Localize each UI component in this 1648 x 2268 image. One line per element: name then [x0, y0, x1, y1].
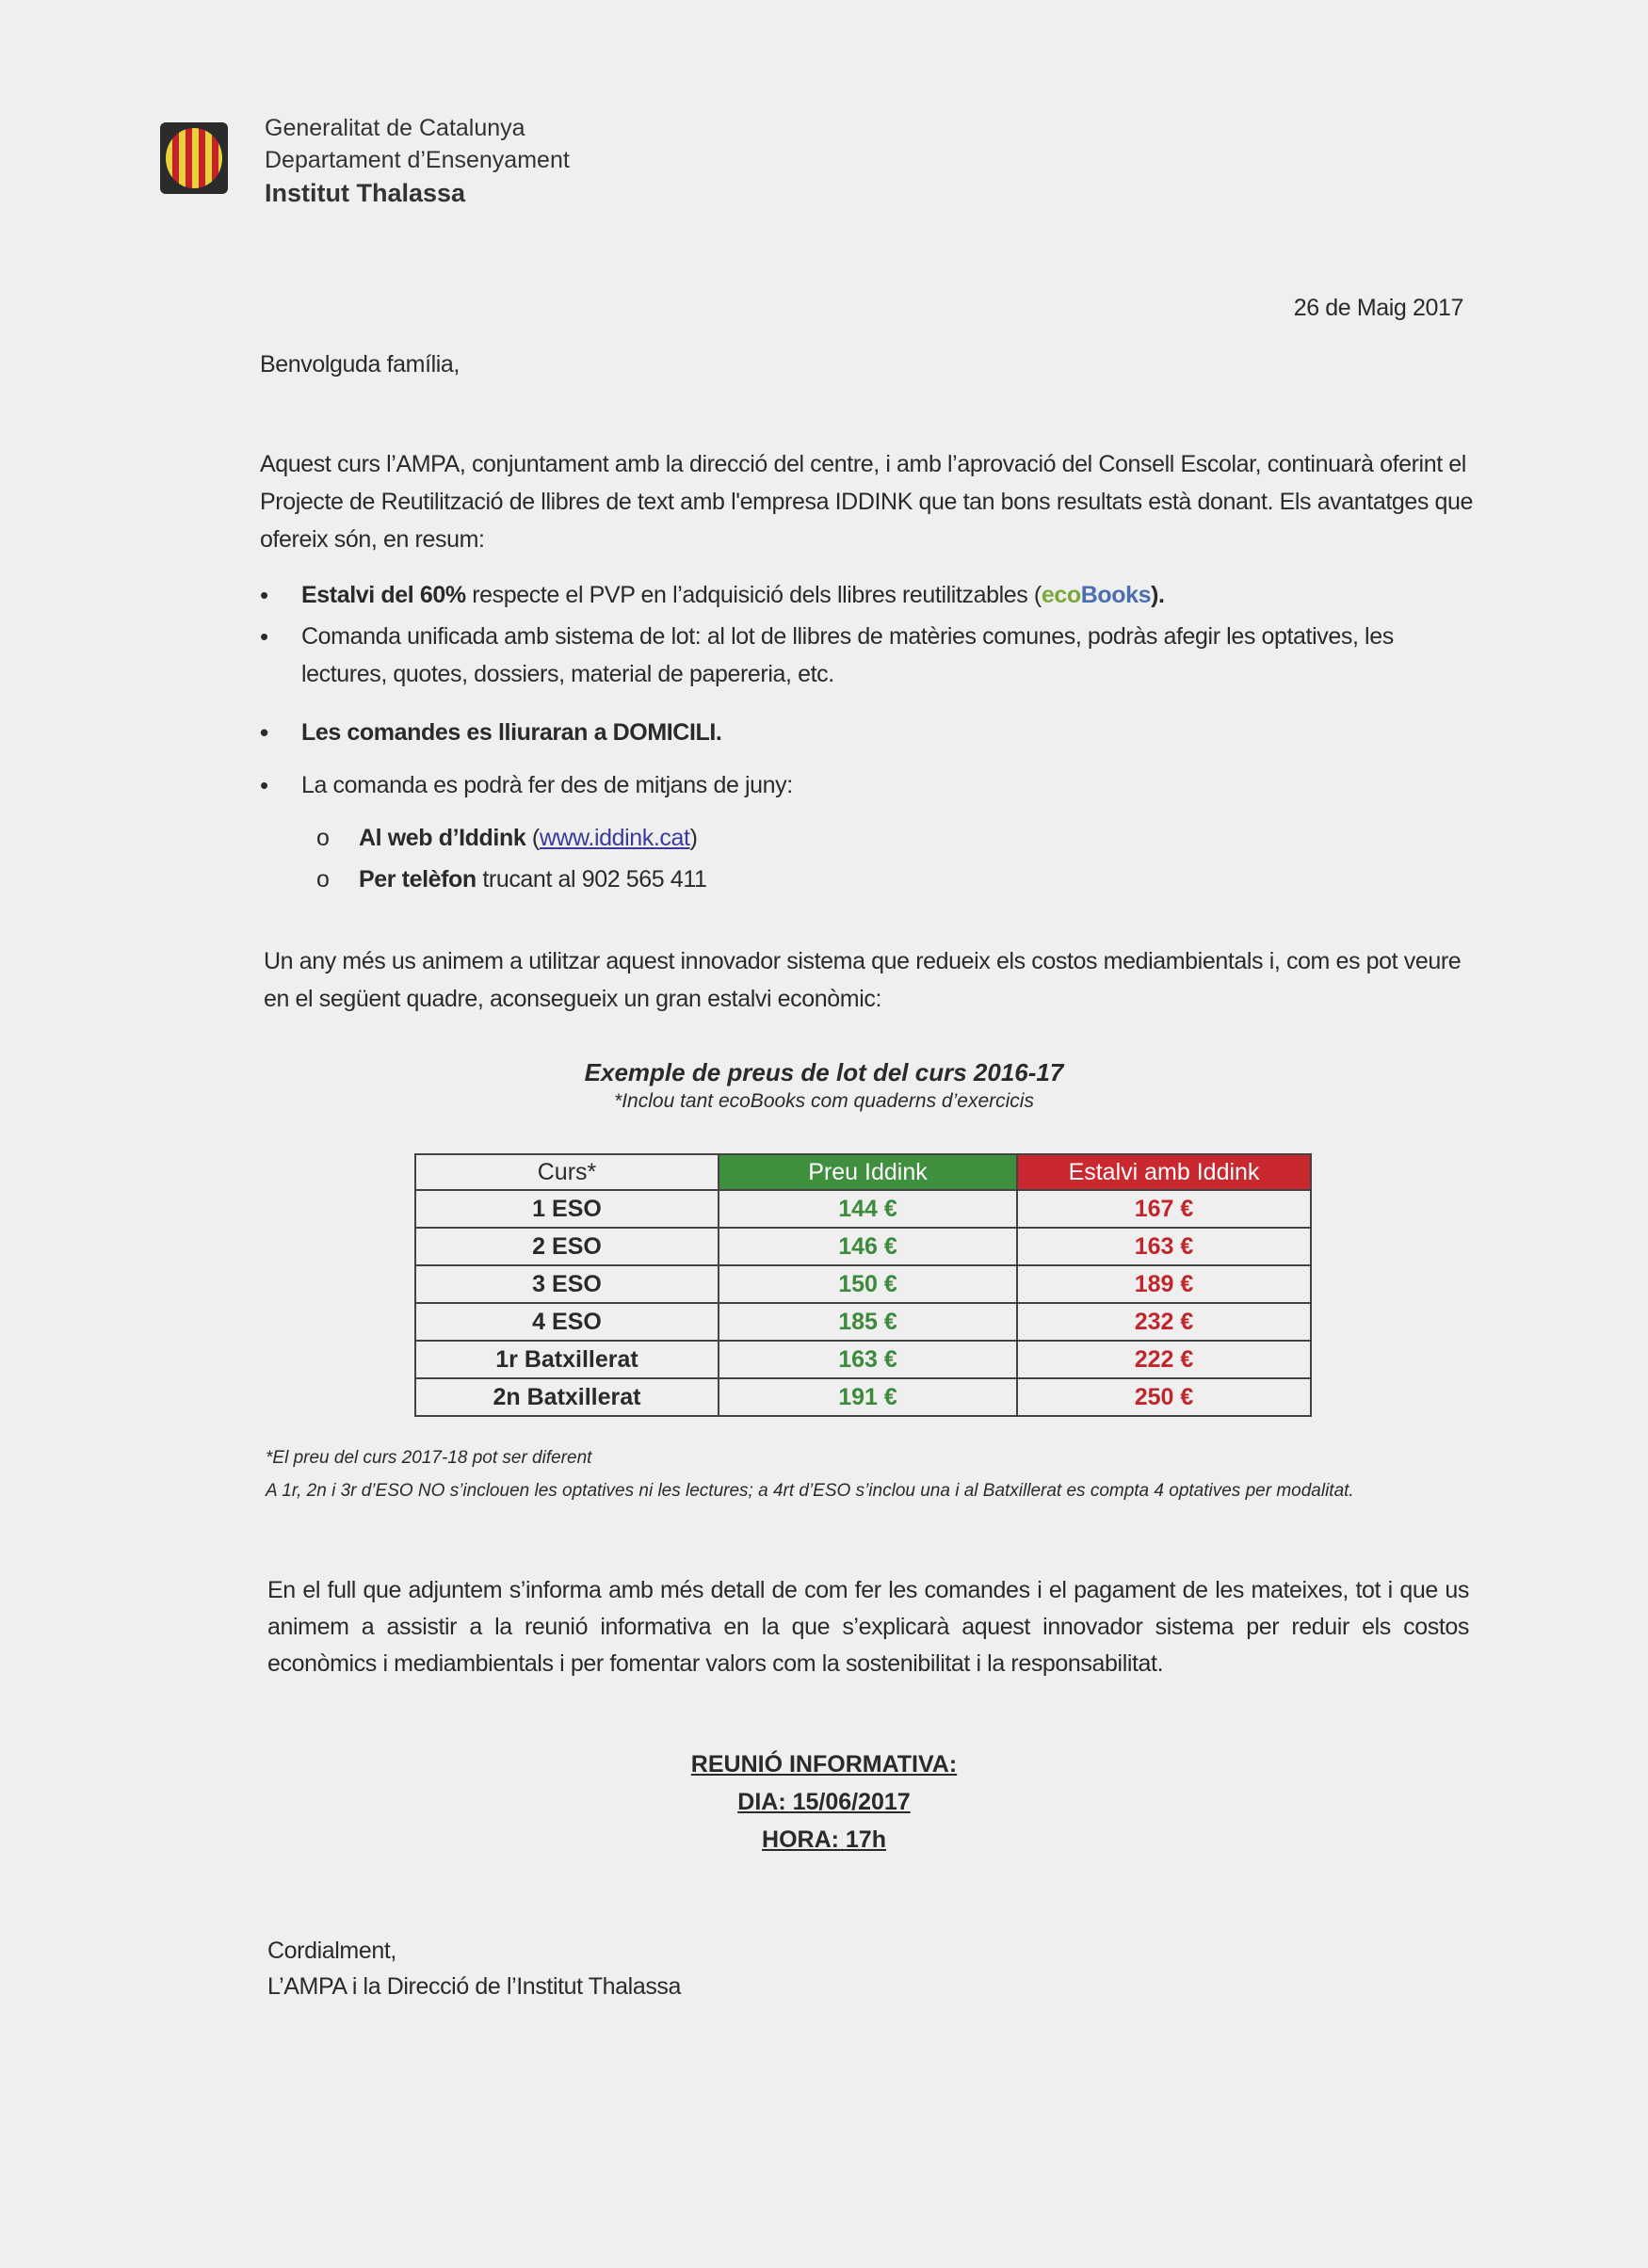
cell-course: 2 ESO — [415, 1228, 719, 1265]
table-row — [415, 1228, 1311, 1265]
cell-saving: 222 € — [1017, 1341, 1311, 1378]
intro-paragraph: Aquest curs l’AMPA, conjuntament amb la direcció del centre, i amb l’aprovació del Consell Escolar, continuarà oferint el Projecte de Reutilització de llibres de text amb l'empresa IDDINK que tan bons resultats està donant. Els avantatges que ofereix són, en resum: — [260, 451, 1474, 553]
table-subtitle: *Inclou tant ecoBooks com quaderns d’exercicis — [614, 1090, 1034, 1112]
header-saving: Estalvi amb Iddink — [1017, 1154, 1311, 1190]
generalitat-logo-icon — [160, 122, 228, 194]
second-paragraph: Un any més us animem a utilitzar aquest innovador sistema que redueix els costos mediambientals i, com es pot veure en el següent quadre, aconsegueix un gran estalvi econòmic: — [264, 948, 1462, 1012]
footnote-2: A 1r, 2n i 3r d’ESO NO s’inclouen les optatives ni les lectures; a 4rt d’ESO s’inclou una i al Batxillerat es compta 4 optatives per modalitat. — [266, 1481, 1354, 1501]
meeting-day: DIA: 15/06/2017 — [737, 1789, 911, 1815]
cell-saving: 232 € — [1017, 1303, 1311, 1341]
table-row — [415, 1378, 1311, 1416]
meeting-hour: HORA: 17h — [762, 1826, 886, 1853]
cell-course: 4 ESO — [415, 1303, 719, 1341]
saving-bold: Estalvi del 60% — [301, 582, 466, 608]
web-label: Al web d’Iddink — [359, 825, 526, 851]
greeting: Benvolguda família, — [260, 351, 460, 378]
sub-web: o Al web d’Iddink (www.iddink.cat) — [260, 819, 1475, 857]
cell-course: 2n Batxillerat — [415, 1378, 719, 1416]
cell-saving: 189 € — [1017, 1265, 1311, 1303]
table-row — [415, 1303, 1311, 1341]
saving-text: respecte el PVP en l’adquisició dels llibres reutilitzables ( — [465, 582, 1042, 608]
cell-course: 1r Batxillerat — [415, 1341, 719, 1378]
cell-course: 3 ESO — [415, 1265, 719, 1303]
cell-saving: 167 € — [1017, 1190, 1311, 1228]
cell-saving: 163 € — [1017, 1228, 1311, 1265]
header-line-1: Generalitat de Catalunya — [265, 115, 525, 141]
table-row — [415, 1190, 1311, 1228]
bullet-saving — [260, 576, 1475, 614]
table-row — [415, 1341, 1311, 1378]
price-table — [414, 1153, 1312, 1417]
date: 26 de Maig 2017 — [1293, 295, 1463, 321]
header-line-3: Institut Thalassa — [265, 179, 466, 207]
header-course: Curs* — [415, 1154, 719, 1190]
bullet-order-date: • La comanda es podrà fer des de mitjans de juny: — [260, 766, 1475, 804]
cell-price: 163 € — [719, 1341, 1017, 1378]
third-paragraph: En el full que adjuntem s’informa amb més detall de com fer les comandes i el pagament de les mateixes, tot i que us animem a assistir a la reunió informativa en la que s’explicarà aquest innovador sistema per reduir els costos econòmics i mediambientals i per fomentar valors com la sostenibilitat i la responsabilitat. — [267, 1577, 1469, 1677]
closing-line-1: Cordialment, — [267, 1938, 396, 1964]
advantages-list — [260, 576, 1475, 898]
table-header-row — [415, 1154, 1311, 1190]
footnote-1: *El preu del curs 2017-18 pot ser diferent — [266, 1448, 592, 1468]
phone-text: trucant al 902 565 411 — [476, 866, 707, 893]
cell-price: 146 € — [719, 1228, 1017, 1265]
cell-saving: 250 € — [1017, 1378, 1311, 1416]
table-title: Exemple de preus de lot del curs 2016-17 — [584, 1058, 1064, 1086]
cell-price: 191 € — [719, 1378, 1017, 1416]
cell-course: 1 ESO — [415, 1190, 719, 1228]
table-row — [415, 1265, 1311, 1303]
bullet-delivery: • Les comandes es lliuraran a DOMICILI. — [260, 714, 1475, 751]
books-brand: Books — [1080, 582, 1152, 608]
phone-label: Per telèfon — [359, 866, 477, 893]
sub-phone — [260, 861, 1475, 898]
saving-end: ). — [1151, 582, 1165, 608]
cell-price: 144 € — [719, 1190, 1017, 1228]
closing-line-2: L’AMPA i la Direcció de l’Institut Thalassa — [267, 1973, 682, 2000]
header-line-2: Departament d’Ensenyament — [265, 147, 570, 173]
iddink-link[interactable]: www.iddink.cat — [539, 825, 690, 851]
eco-brand: eco — [1041, 582, 1081, 608]
meeting-title: REUNIÓ INFORMATIVA: — [690, 1751, 958, 1777]
bullet-unified-order: • Comanda unificada amb sistema de lot: al lot de llibres de matèries comunes, podràs afegir les optatives, les lectures, quotes, dossiers, material de papereria, etc. — [260, 618, 1475, 693]
cell-price: 150 € — [719, 1265, 1017, 1303]
header-price: Preu Iddink — [719, 1154, 1017, 1190]
cell-price: 185 € — [719, 1303, 1017, 1341]
